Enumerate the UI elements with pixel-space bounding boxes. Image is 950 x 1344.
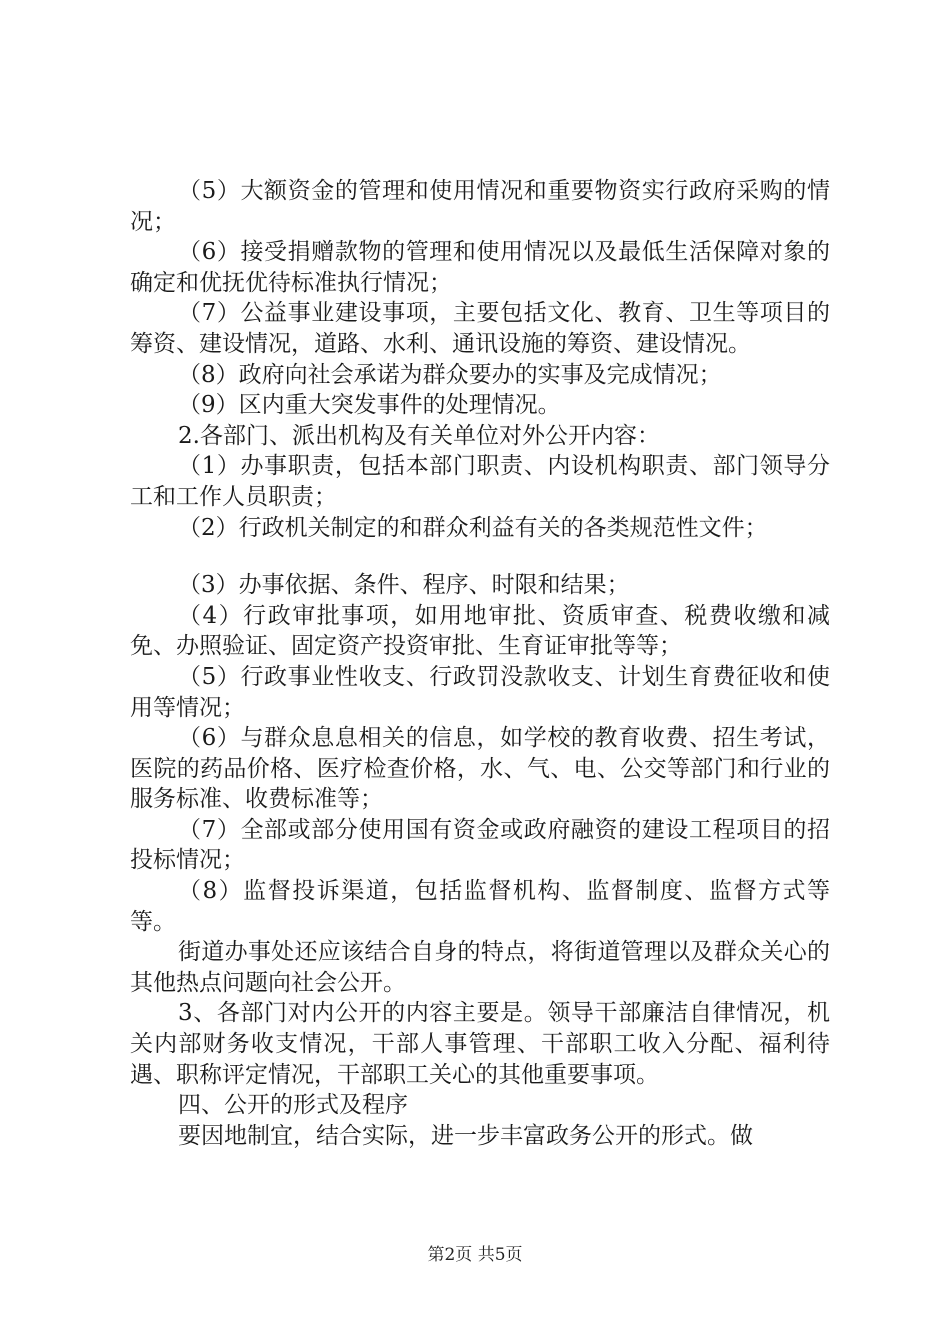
paragraph-street-office: 街道办事处还应该结合自身的特点，将街道管理以及群众关心的其他热点问题向社会公开。: [130, 939, 830, 996]
paragraph-8-complaint-channels: （8）监督投诉渠道，包括监督机构、监督制度、监督方式等等。: [130, 878, 830, 935]
document-body: [130, 176, 830, 1151]
paragraph-7-bidding: （7）全部或部分使用国有资金或政府融资的建设工程项目的招投标情况；: [130, 816, 830, 874]
section-4-heading: 四、公开的形式及程序: [178, 1092, 408, 1119]
paragraph-6-public-information: （6）与群众息息相关的信息，如学校的教育收费、招生考试，医院的药品价格、医疗检查价格，水、气、电、公交等部门和行业的服务标准、收费标准等；: [130, 725, 830, 813]
paragraph-7-public-welfare: （7）公益事业建设事项，主要包括文化、教育、卫生等项目的筹资、建设情况，道路、水利、通讯设施的筹资、建设情况。: [130, 300, 830, 357]
paragraph-5-administrative-revenue: （5）行政事业性收支、行政罚没款收支、计划生育费征收和使用等情况；: [130, 663, 830, 721]
paragraph-2-normative-documents: （2）行政机关制定的和群众利益有关的各类规范性文件；: [178, 514, 768, 541]
paragraph-5-bulk-funds: （5）大额资金的管理和使用情况和重要物资实行政府采购的情况；: [130, 178, 830, 235]
paragraph-1-duties: （1）办事职责，包括本部门职责、内设机构职责、部门领导分工和工作人员职责；: [130, 453, 830, 510]
paragraph-9-emergencies: （9）区内重大突发事件的处理情况。: [178, 392, 561, 419]
paragraph-8-government-commitments: （8）政府向社会承诺为群众要办的实事及完成情况；: [178, 361, 722, 388]
section-3-internal-disclosure: 3、各部门对内公开的内容主要是。领导干部廉洁自律情况，机关内部财务收支情况，干部人事管理、干部职工收入分配、福利待遇、职称评定情况，干部职工关心的其他重要事项。: [130, 1000, 830, 1088]
section-2-heading: 2.各部门、派出机构及有关单位对外公开内容：: [178, 422, 660, 449]
paragraph-disclosure-forms: 要因地制宜，结合实际，进一步丰富政务公开的形式。做: [178, 1122, 753, 1149]
paragraph-4-administrative-approval: （4）行政审批事项，如用地审批、资质审查、税费收缴和减免、办照验证、固定资产投资审批、生育证审批等等；: [130, 602, 830, 660]
paragraph-3-procedures: （3）办事依据、条件、程序、时限和结果；: [178, 572, 630, 599]
paragraph-6-donations: （6）接受捐赠款物的管理和使用情况以及最低生活保障对象的确定和优抚优待标准执行情况；: [130, 239, 830, 296]
page-number-footer: 第2页 共5页: [427, 1245, 523, 1265]
